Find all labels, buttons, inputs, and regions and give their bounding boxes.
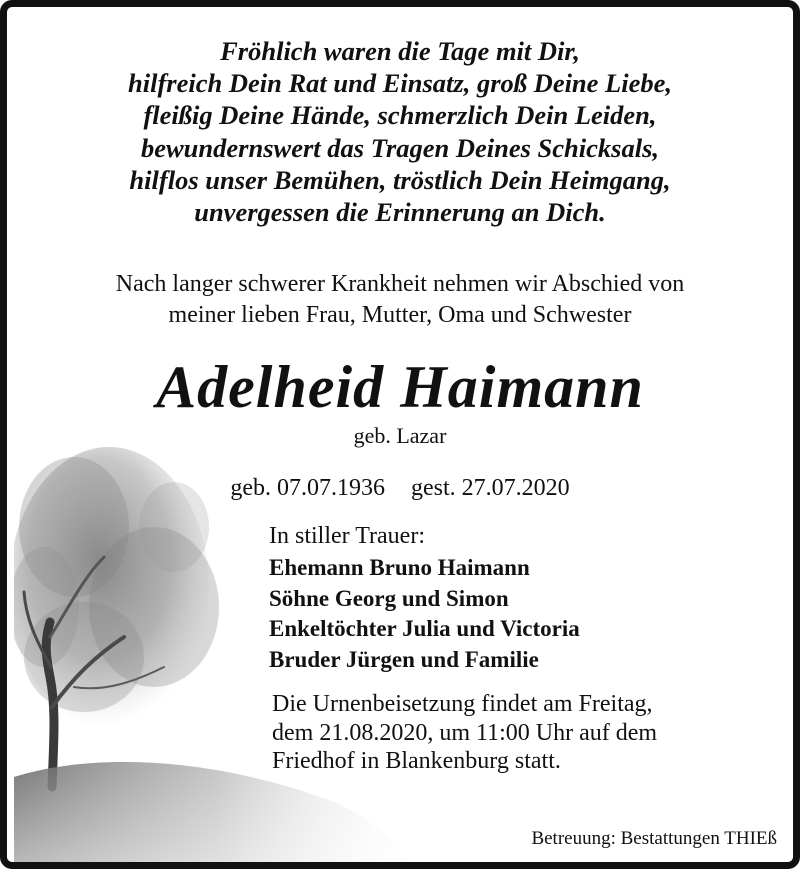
intro-line: meiner lieben Frau, Mutter, Oma und Schwester bbox=[168, 302, 632, 328]
burial-line: Friedhof in Blankenburg statt. bbox=[272, 748, 561, 774]
maiden-name: geb. Lazar bbox=[353, 423, 447, 448]
poem-line: hilfreich Dein Rat und Einsatz, groß Deine Liebe, bbox=[127, 68, 673, 99]
mourners-list bbox=[269, 553, 580, 675]
burial-line: Die Urnenbeisetzung findet am Freitag, bbox=[272, 691, 653, 717]
poem-line: fleißig Deine Hände, schmerzlich Dein Leiden, bbox=[143, 100, 657, 131]
burial-info bbox=[272, 690, 657, 776]
poem-line: bewundernswert das Tragen Deines Schicksals, bbox=[140, 132, 660, 163]
mourner-entry: Söhne Georg und Simon bbox=[269, 585, 509, 611]
poem-line: hilflos unser Bemühen, tröstlich Dein Heimgang, bbox=[129, 164, 671, 195]
deceased-name: Adelheid Haimann bbox=[156, 354, 644, 420]
mourner-entry: Enkeltöchter Julia und Victoria bbox=[269, 616, 580, 641]
mourner-entry: Bruder Jürgen und Familie bbox=[269, 646, 539, 672]
mourner-entry: Ehemann Bruno Haimann bbox=[269, 555, 530, 580]
funeral-home-credit: Betreuung: Bestattungen THIEß bbox=[531, 828, 777, 849]
death-date: gest. 27.07.2020 bbox=[410, 475, 570, 501]
poem bbox=[7, 35, 793, 228]
intro-line: Nach langer schwerer Krankheit nehmen wir Abschied von bbox=[115, 271, 685, 297]
poem-line: Fröhlich waren die Tage mit Dir, bbox=[220, 36, 580, 66]
mourning-label: In stiller Trauer: bbox=[269, 523, 425, 549]
farewell-intro bbox=[7, 269, 793, 331]
burial-line: dem 21.08.2020, um 11:00 Uhr auf dem bbox=[272, 719, 658, 746]
birth-date: geb. 07.07.1936 bbox=[230, 475, 385, 501]
life-dates bbox=[7, 473, 793, 503]
poem-line: unvergessen die Erinnerung an Dich. bbox=[194, 197, 606, 228]
